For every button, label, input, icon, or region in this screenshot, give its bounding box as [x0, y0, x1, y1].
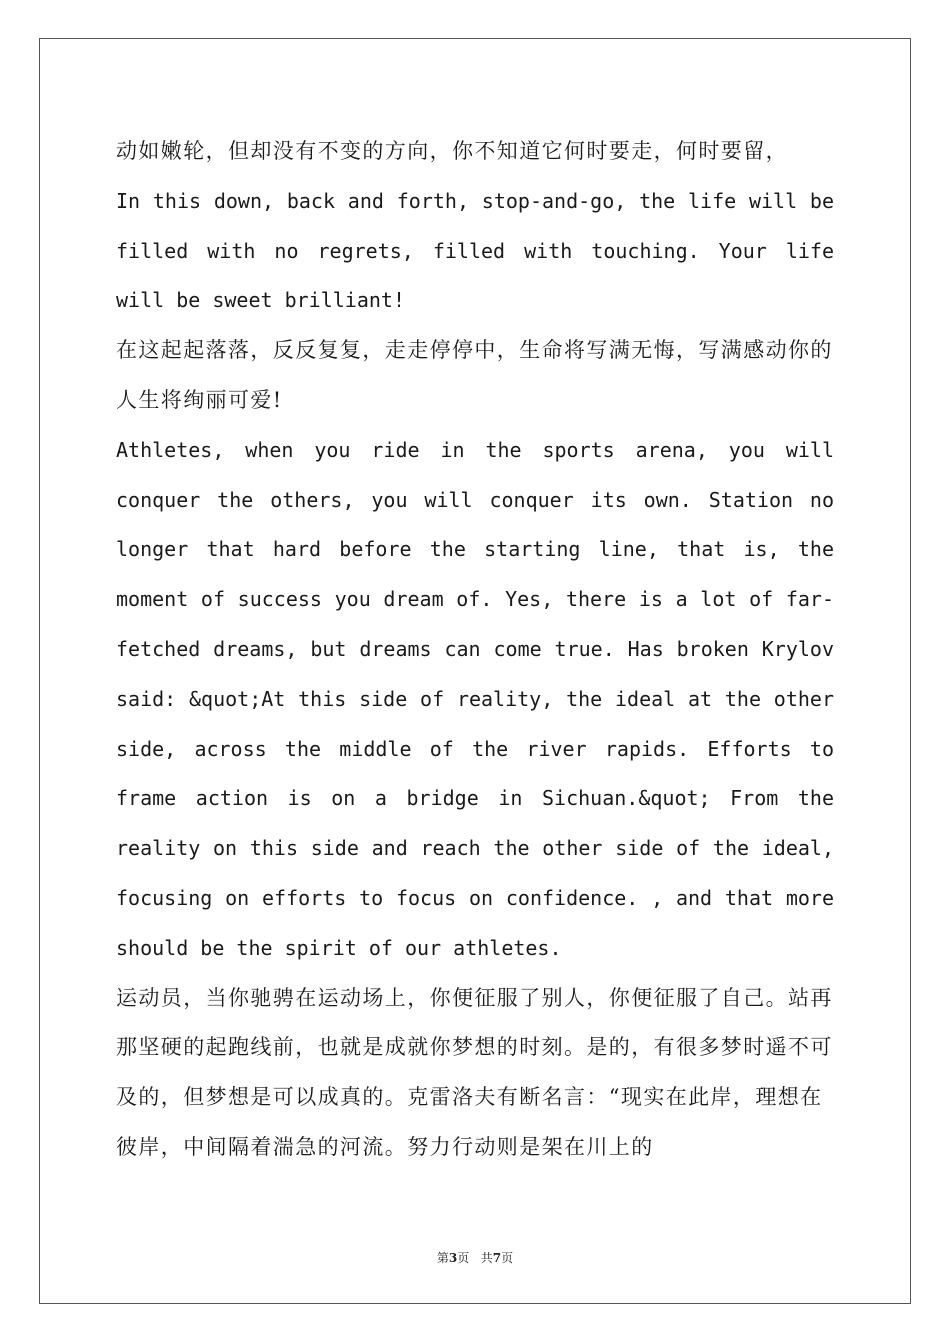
total-prefix: 共: [480, 1251, 493, 1265]
page-prefix: 第: [436, 1251, 449, 1265]
paragraph-zh-3: 运动员，当你驰骋在运动场上，你便征服了别人，你便征服了自己。站再那坚硬的起跑线前，也就是成就你梦想的时刻。是的，有很多梦时遥不可及的，但梦想是可以成真的。克雷洛夫有断名言：“现实在此岸，理想在彼岸，中间隔着湍急的河流。努力行动则是架在川上的: [116, 985, 833, 1159]
total-suffix: 页: [501, 1251, 514, 1265]
paragraph-en-1: In this down, back and forth, stop-and-go, the life will be filled with no regrets, filled with touching. Your life will be sweet brilliant!: [116, 188, 834, 313]
page-footer: [0, 1249, 950, 1266]
page-number: 3: [448, 1251, 458, 1265]
total-pages: 7: [492, 1251, 502, 1265]
paragraph-en-2: Athletes, when you ride in the sports arena, you will conquer the others, you will conquer its own. Station no longer that hard before the starting line, that is, the moment of success you dream of. Yes, there is a lot of far-fetched dreams, but dreams can come true. Has broken Krylov said: &quot;At this side of reality, the ideal at the other side, across the middle of the river rapids. Efforts to frame action is on a bridge in Sichuan.&quot; From the reality on this side and reach the other side of the ideal, focusing on efforts to focus on confidence. , and that more should be the spirit of our athletes.: [116, 437, 834, 960]
paragraph-zh-2: 在这起起落落，反反复复，走走停停中，生命将写满无悔，写满感动你的人生将绚丽可爱!: [116, 338, 833, 412]
document-body: [116, 127, 834, 1173]
paragraph-zh-1: 动如嫩轮，但却没有不变的方向，你不知道它何时要走，何时要留，: [116, 139, 788, 163]
page-suffix: 页: [457, 1251, 470, 1265]
